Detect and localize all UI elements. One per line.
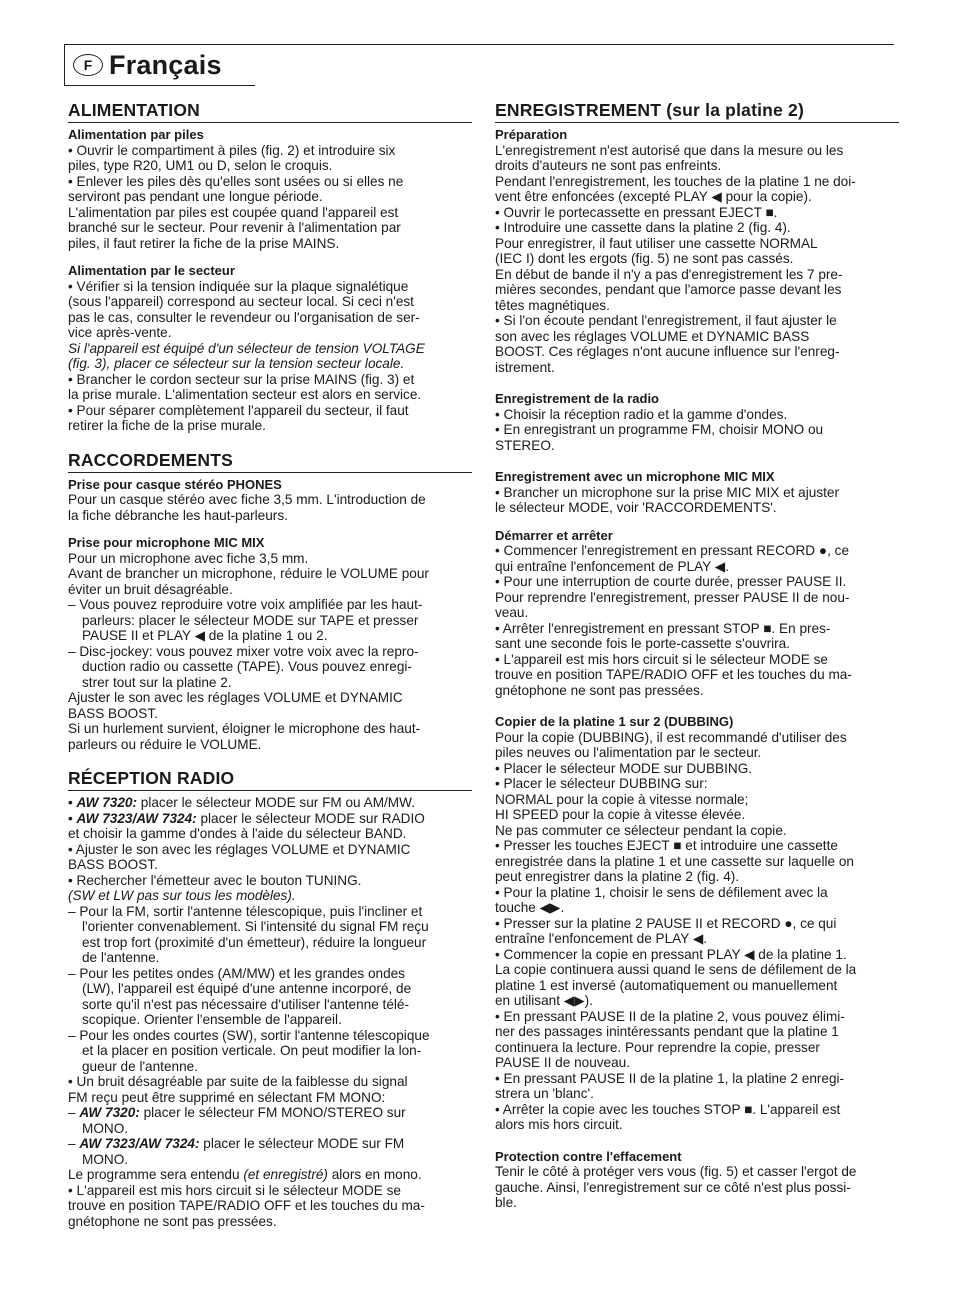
paragraph-dubbing [495, 730, 899, 1133]
text-line: Tenir le côté à protéger vers vous (fig. 5) et casser l'ergot de [495, 1164, 857, 1179]
text-line: (IEC I) dont les ergots (fig. 5) ne sont pas cassés. [495, 251, 794, 266]
text-line: pas le cas, consulter le revendeur ou l'organisation de ser- [68, 309, 420, 325]
text-line: • En pressant PAUSE II de la platine 1, la platine 2 enregi- [495, 1070, 845, 1086]
paragraph-mono-aw7323-cont: MONO. [82, 1151, 129, 1167]
text-line: • Presser sur la platine 2 PAUSE II et RECORD ●, ce qui [495, 915, 837, 931]
text-line: piles, type R20, UM1 ou D, selon le croquis. [68, 158, 333, 173]
paragraph-model-aw7323: • AW 7323/AW 7324: placer le sélecteur MODE sur RADIO [68, 810, 425, 826]
text-line: NORMAL pour la copie à vitesse normale; [495, 791, 749, 807]
text-line: qui entraîne l'enfoncement de PLAY ◀. [495, 558, 729, 574]
text-line: • Introduire une cassette dans la platine 2 (fig. 4). [495, 220, 791, 235]
text-line: • Un bruit désagréable par suite de la faiblesse du signal [68, 1074, 408, 1089]
section-title-reception: RÉCEPTION RADIO [68, 768, 472, 791]
text-line: • Rechercher l'émetteur avec le bouton TUNING. [68, 872, 362, 888]
text-line: trouve en position TAPE/RADIO OFF et les touches du ma- [68, 1198, 425, 1213]
text-line: • Pour séparer complètement l'appareil du secteur, il faut [68, 402, 409, 418]
text-line: strer tout sur la platine 2. [82, 674, 232, 690]
text-line: • Commencer l'enregistrement en pressant RECORD ●, ce [495, 543, 850, 558]
subheading-dubbing: Copier de la platine 1 sur 2 (DUBBING) [495, 714, 734, 729]
text-line: platine 1 est inversé (automatiquement ou manuellement [495, 977, 838, 993]
text-line: • En enregistrant un programme FM, choisir MONO ou [495, 422, 824, 437]
note-sw-lw: (SW et LW pas sur tous les modèles). [68, 888, 296, 903]
text-line: Avant de brancher un microphone, réduire le VOLUME pour [68, 566, 429, 581]
text-line: • Ouvrir le portecassette en pressant EJECT ■. [495, 204, 778, 220]
paragraph-mic-dash-1 [68, 597, 472, 644]
paragraph-reception-fm [68, 904, 472, 966]
paragraph-secteur-voltage-note [68, 341, 472, 372]
text-line: L'alimentation par piles est coupée quand l'appareil est [68, 204, 399, 220]
text-line: (fig. 3), placer ce sélecteur sur la tension secteur locale. [68, 356, 405, 371]
text-line: scopique. Orienter l'ensemble de l'appareil. [82, 1012, 342, 1027]
paragraph-mic-b [68, 690, 472, 752]
paragraph-mono-final: Le programme sera entendu (et enregistré) alors en mono. [68, 1167, 422, 1182]
text-line: touche ◀▶. [495, 900, 565, 915]
paragraph-mic-a [68, 551, 472, 598]
text-line: • Commencer la copie en pressant PLAY ◀ de la platine 1. [495, 946, 847, 962]
paragraph-protection [495, 1164, 899, 1211]
text-line: • Pour la platine 1, choisir le sens de défilement avec la [495, 884, 828, 900]
text-line: Pour reprendre l'enregistrement, presser PAUSE II de nou- [495, 589, 850, 605]
text-line: La copie continuera aussi quand le sens de défilement de la [495, 962, 857, 977]
text-line: sant une seconde fois le porte-cassette s'ouvrira. [495, 636, 791, 651]
text-line: retirer la fiche de la prise murale. [68, 418, 266, 433]
text-line: – Pour les petites ondes (AM/MW) et les grandes ondes [68, 965, 405, 981]
page-title: Français [109, 49, 222, 80]
text-line: Pour un microphone avec fiche 3,5 mm. [68, 550, 309, 566]
text-line: le sélecteur MODE, voir 'RACCORDEMENTS'. [495, 500, 777, 515]
paragraph-reception-c [68, 1183, 472, 1230]
paragraph-mic-recording [495, 485, 899, 516]
subheading-piles: Alimentation par piles [68, 127, 204, 142]
text-line: piles, il faut retirer la fiche de la prise MAINS. [68, 235, 340, 251]
text-line: Si l'appareil est équipé d'un sélecteur de tension VOLTAGE [68, 340, 425, 356]
text-line: têtes magnétiques. [495, 297, 610, 313]
text-line: gnétophone ne sont pas pressées. [68, 1213, 277, 1229]
text-line: PAUSE II de nouveau. [495, 1055, 631, 1070]
paragraph-secteur-b [68, 372, 472, 434]
paragraph-start-stop [495, 543, 899, 698]
text-line: piles neuves ou l'alimentation par le secteur. [495, 745, 762, 760]
text-line: l'orienter convenablement. Si l'intensité du signal FM reçu [82, 919, 429, 934]
text-line: et la placer en position verticale. On peut modifier la lon- [82, 1043, 422, 1058]
text-line: • Arrêter l'enregistrement en pressant STOP ■. En pres- [495, 620, 831, 636]
text-line: PAUSE II et PLAY ◀ de la platine 1 ou 2. [82, 628, 328, 643]
paragraph-phones [68, 492, 472, 523]
subheading-mic-recording: Enregistrement avec un microphone MIC MIX [495, 469, 775, 484]
text-line: est trop fort (proximité d'un émetteur), réduire la longueur [82, 934, 427, 950]
text-line: vice après-vente. [68, 325, 172, 340]
text-line: BASS BOOST. [68, 705, 158, 721]
text-line: • Enlever les piles dès qu'elles sont usées ou si elles ne [68, 173, 404, 189]
text-line: parleurs ou réduire le VOLUME. [68, 736, 262, 752]
text-line: – Disc-jockey: vous pouvez mixer votre voix avec la repro- [68, 643, 419, 659]
text-line: STEREO. [495, 437, 555, 453]
text-line: BASS BOOST. [68, 857, 158, 872]
text-line: istrement. [495, 359, 555, 375]
text-line: son avec les réglages VOLUME et DYNAMIC BASS [495, 328, 810, 344]
text-line: gauche. Ainsi, l'enregistrement sur ce côté n'est plus possi- [495, 1179, 851, 1195]
text-line: en utilisant ◀▶). [495, 993, 593, 1008]
text-line: L'enregistrement n'est autorisé que dans la mesure ou les [495, 142, 844, 158]
text-line: strera un 'blanc'. [495, 1086, 594, 1101]
text-line: la prise murale. L'alimentation secteur est alors en service. [68, 387, 422, 402]
language-header-box [64, 45, 255, 86]
left-column [68, 100, 472, 1229]
text-line: vent être enfoncées (excepté PLAY ◀ pour la copie). [495, 189, 812, 204]
text-line: droits d'auteurs ne sont pas enfreints. [495, 158, 722, 173]
text-line: ner des passages inintéressants pendant que la platine 1 [495, 1024, 839, 1039]
text-line: Pendant l'enregistrement, les touches de la platine 1 ne doi- [495, 173, 856, 189]
text-line: duction radio ou cassette (TAPE). Vous pouvez enregi- [82, 659, 412, 674]
text-line: • Arrêter la copie avec les touches STOP ■. L'appareil est [495, 1101, 841, 1117]
text-line: • L'appareil est mis hors circuit si le sélecteur MODE se [495, 651, 828, 667]
text-line: continuera la lecture. Pour reprendre la copie, presser [495, 1039, 820, 1055]
text-line: • Presser les touches EJECT ■ et introduire une cassette [495, 838, 838, 853]
text-line: trouve en position TAPE/RADIO OFF et les touches du ma- [495, 667, 852, 682]
paragraph-reception-sw [68, 1028, 472, 1075]
text-line: • Brancher le cordon secteur sur la prise MAINS (fig. 3) et [68, 371, 415, 387]
paragraph-radio-recording [495, 407, 899, 454]
paragraph-mic-dash-2 [68, 644, 472, 691]
text-line: gueur de l'antenne. [82, 1058, 198, 1074]
text-line: • Choisir la réception radio et la gamme d'ondes. [495, 406, 788, 422]
text-line: – Vous pouvez reproduire votre voix amplifiée par les haut- [68, 597, 423, 612]
subheading-phones: Prise pour casque stéréo PHONES [68, 476, 282, 492]
text-line: – Pour la FM, sortir l'antenne télescopique, puis l'incliner et [68, 903, 423, 919]
text-line: et choisir la gamme d'ondes à l'aide du sélecteur BAND. [68, 826, 407, 841]
paragraph-model-aw7320: • AW 7320: placer le sélecteur MODE sur FM ou AM/MW. [68, 795, 415, 810]
text-line: (LW), l'appareil est équipé d'une antenne incorporé, de [82, 981, 412, 996]
text-line: Pour un casque stéréo avec fiche 3,5 mm. L'introduction de [68, 492, 426, 507]
text-line: • En pressant PAUSE II de la platine 2, vous pouvez élimi- [495, 1008, 845, 1024]
paragraph-mono-aw7320-cont: MONO. [82, 1120, 129, 1136]
text-line: • Pour une interruption de courte durée, presser PAUSE II. [495, 574, 847, 589]
text-line: – Pour les ondes courtes (SW), sortir l'antenne télescopique [68, 1027, 430, 1043]
text-line: • Placer le sélecteur MODE sur DUBBING. [495, 760, 753, 776]
text-line: • Placer le sélecteur DUBBING sur: [495, 776, 708, 791]
subheading-start-stop: Démarrer et arrêter [495, 527, 613, 543]
text-line: veau. [495, 605, 529, 620]
text-line: sorte qu'il n'est pas nécessaire d'utiliser l'antenne télé- [82, 996, 409, 1012]
text-line: alors mis hors circuit. [495, 1117, 623, 1132]
subheading-secteur: Alimentation par le secteur [68, 263, 235, 278]
text-line: FM reçu peut être supprimé en sélectant FM MONO: [68, 1089, 386, 1105]
text-line: branché sur le secteur. Pour revenir à l'alimentation par [68, 220, 401, 235]
text-line: entraîne l'enfoncement de PLAY ◀. [495, 931, 708, 946]
text-line: mières secondes, pendant que l'amorce passe devant les [495, 282, 842, 297]
subheading-protection: Protection contre l'effacement [495, 1148, 682, 1164]
page-header [64, 44, 894, 87]
text-line: • Si l'on écoute pendant l'enregistrement, il faut ajuster le [495, 313, 837, 328]
paragraph-reception-am [68, 966, 472, 1028]
paragraph-reception-b [68, 1074, 472, 1105]
text-line: ble. [495, 1195, 517, 1210]
section-title-raccordements: RACCORDEMENTS [68, 450, 472, 473]
subheading-mic: Prise pour microphone MIC MIX [68, 535, 265, 550]
text-line: Ajuster le son avec les réglages VOLUME et DYNAMIC [68, 690, 403, 705]
paragraph-piles [68, 143, 472, 252]
text-line: Pour la copie (DUBBING), il est recommandé d'utiliser des [495, 729, 847, 745]
text-line: parleurs: placer le sélecteur MODE sur TAPE et presser [82, 612, 419, 628]
text-line: BOOST. Ces réglages n'ont aucune influence sur l'enreg- [495, 344, 840, 359]
paragraph-reception-a [68, 826, 472, 888]
paragraph-mono-aw7320: – AW 7320: placer le sélecteur FM MONO/STEREO sur [68, 1105, 406, 1120]
text-line: • Brancher un microphone sur la prise MIC MIX et ajuster [495, 484, 839, 500]
text-line: HI SPEED pour la copie à vitesse élevée. [495, 807, 746, 822]
text-line: (sous l'appareil) correspond au secteur local. Si ceci n'est [68, 294, 414, 309]
text-line: • Ajuster le son avec les réglages VOLUME et DYNAMIC [68, 841, 411, 857]
subheading-radio-recording: Enregistrement de la radio [495, 391, 659, 406]
text-line: gnétophone ne sont pas pressées. [495, 682, 704, 698]
right-column [495, 100, 899, 1211]
paragraph-preparation [495, 143, 899, 376]
text-line: • L'appareil est mis hors circuit si le sélecteur MODE se [68, 1182, 401, 1198]
paragraph-secteur-a [68, 279, 472, 341]
subheading-preparation: Préparation [495, 127, 568, 142]
text-line: de l'antenne. [82, 950, 160, 965]
text-line: • Vérifier si la tension indiquée sur la plaque signalétique [68, 278, 409, 294]
text-line: éviter un bruit désagréable. [68, 581, 233, 597]
text-line: En début de bande il n'y a pas d'enregistrement les 7 pre- [495, 266, 843, 282]
text-line: • Ouvrir le compartiment à piles (fig. 2) et introduire six [68, 142, 396, 158]
text-line: Si un hurlement survient, éloigner le microphone des haut- [68, 721, 421, 736]
text-line: enregistrée dans la platine 1 et une cassette sur laquelle on [495, 853, 854, 869]
text-line: peut enregistrer dans la platine 2 (fig. 4). [495, 869, 740, 884]
paragraph-mono-aw7323: – AW 7323/AW 7324: placer le sélecteur MODE sur FM [68, 1136, 405, 1151]
text-line: serviront pas pendant une longue période. [68, 189, 323, 204]
text-line: Pour enregistrer, il faut utiliser une cassette NORMAL [495, 235, 818, 251]
section-title-alimentation: ALIMENTATION [68, 100, 472, 123]
language-code-badge: F [73, 54, 103, 76]
section-title-enregistrement: ENREGISTREMENT (sur la platine 2) [495, 100, 899, 123]
text-line: Ne pas commuter ce sélecteur pendant la copie. [495, 822, 787, 838]
text-line: la fiche débranche les haut-parleurs. [68, 507, 288, 523]
